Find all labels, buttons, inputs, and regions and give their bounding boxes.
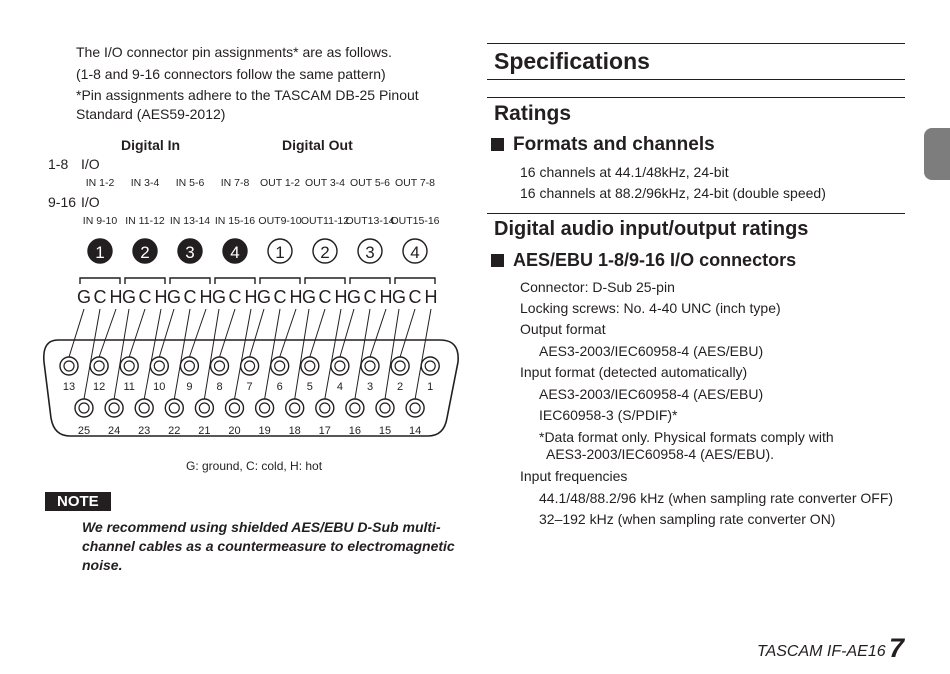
pin-number: 17 xyxy=(318,425,331,437)
row2-io: I/O xyxy=(81,194,100,210)
pin-inner xyxy=(199,403,209,413)
pin-inner xyxy=(290,403,300,413)
pin-lead xyxy=(69,309,84,357)
pin-number: 7 xyxy=(246,381,253,393)
dsub-pins xyxy=(60,357,439,437)
channel-number: 4 xyxy=(230,243,240,262)
gch-letter: H xyxy=(424,287,438,307)
channel-bracket xyxy=(395,278,435,284)
row2-channel-label: OUT11-12 xyxy=(300,215,350,227)
formats-line-1: 16 channels at 44.1/48kHz, 24-bit xyxy=(520,164,729,180)
page-number: 7 xyxy=(889,633,905,663)
pin-outer xyxy=(271,357,289,375)
gch-letter: G xyxy=(301,287,317,307)
channel-number: 1 xyxy=(95,243,105,262)
pin-inner xyxy=(260,403,270,413)
ratings-heading: Ratings xyxy=(494,102,572,125)
channel-number: 3 xyxy=(365,243,375,262)
pin-inner xyxy=(94,361,104,371)
row1-label: 1-8 xyxy=(48,156,69,172)
gch-letter: C xyxy=(273,287,287,307)
pin-outer xyxy=(361,357,379,375)
pin-number: 14 xyxy=(408,425,422,437)
pin-outer xyxy=(346,399,364,417)
chapter-tab xyxy=(924,128,950,180)
pin-lead xyxy=(159,309,174,357)
pin-outer xyxy=(120,357,138,375)
row1-channel-label: OUT 7-8 xyxy=(394,177,436,189)
digital-heading: Digital audio input/output ratings xyxy=(494,218,809,240)
gch-letter: H xyxy=(109,287,123,307)
pin-number: 13 xyxy=(62,381,76,393)
pin-number: 12 xyxy=(92,381,106,393)
footer-brand: TASCAM IF-AE16 xyxy=(757,643,886,660)
square-bullet-icon xyxy=(491,138,504,151)
pin-lead xyxy=(250,309,264,357)
gch-letter: C xyxy=(138,287,152,307)
intro-line-2: (1-8 and 9-16 connectors follow the same pattern) xyxy=(76,66,386,82)
locking-line: Locking screws: No. 4-40 UNC (inch type) xyxy=(520,300,781,316)
gch-letter: H xyxy=(199,287,213,307)
row2-channel-label: OUT9-10 xyxy=(258,215,302,227)
pin-outer xyxy=(105,399,123,417)
pin-outer xyxy=(406,399,424,417)
input-note-2: AES3-2003/IEC60958-4 (AES/EBU). xyxy=(546,446,775,462)
input-format-value-1: AES3-2003/IEC60958-4 (AES/EBU) xyxy=(539,386,764,402)
pin-number: 24 xyxy=(107,425,121,437)
gch-letter: G xyxy=(391,287,407,307)
gch-letters xyxy=(77,287,438,307)
pin-number: 6 xyxy=(276,381,283,393)
channel-bracket xyxy=(80,278,120,284)
pin-outer xyxy=(226,399,244,417)
pin-outer xyxy=(256,399,274,417)
gch-letter: C xyxy=(93,287,107,307)
pin-inner xyxy=(184,361,194,371)
gch-letter: C xyxy=(318,287,332,307)
pin-outer xyxy=(75,399,93,417)
pin-inner xyxy=(109,403,119,413)
pin-outer xyxy=(165,399,183,417)
pin-inner xyxy=(305,361,315,371)
formats-heading xyxy=(491,134,715,156)
pin-lead xyxy=(340,309,354,357)
pin-outer xyxy=(376,399,394,417)
pin-lead xyxy=(99,309,116,357)
rule-digital xyxy=(487,213,905,214)
pin-number: 4 xyxy=(336,381,343,393)
pin-number: 25 xyxy=(77,425,91,437)
row1-channel-label: IN 7-8 xyxy=(220,177,250,189)
rule-top xyxy=(487,43,905,44)
pin-lead xyxy=(400,309,415,357)
row2-label: 9-16 xyxy=(48,194,77,210)
channel-number: 4 xyxy=(410,243,420,262)
channel-number: 1 xyxy=(275,243,285,262)
row2-channel-label: OUT13-14 xyxy=(345,215,395,227)
pin-outer xyxy=(286,399,304,417)
pin-outer xyxy=(60,357,78,375)
pin-number: 22 xyxy=(168,425,181,437)
note-label: NOTE xyxy=(45,492,111,511)
pin-inner xyxy=(425,361,435,371)
pin-number: 11 xyxy=(123,381,135,393)
pin-inner xyxy=(410,403,420,413)
pin-lead xyxy=(129,309,145,357)
pin-inner xyxy=(245,361,255,371)
channel-number: 2 xyxy=(320,243,330,262)
pin-outer xyxy=(180,357,198,375)
pin-number: 9 xyxy=(186,381,193,393)
pin-inner xyxy=(79,403,89,413)
pin-inner xyxy=(169,403,179,413)
pin-inner xyxy=(335,361,345,371)
channel-bracket xyxy=(215,278,255,284)
row2-channel-label: IN 15-16 xyxy=(214,215,256,227)
pin-outer xyxy=(90,357,108,375)
row1-channel-label: OUT 3-4 xyxy=(304,177,346,189)
pin-inner xyxy=(275,361,285,371)
row1-channel-label: IN 5-6 xyxy=(175,177,205,189)
pin-number: 16 xyxy=(348,425,362,437)
formats-heading-text: Formats and channels xyxy=(513,134,715,155)
aes-heading xyxy=(491,250,796,271)
row2-channel-labels xyxy=(83,215,440,227)
gch-letter: G xyxy=(76,287,92,307)
channel-number: 3 xyxy=(185,243,195,262)
row1-channel-label: IN 3-4 xyxy=(130,177,160,189)
pin-outer xyxy=(195,399,213,417)
row2-channel-label: IN 9-10 xyxy=(82,215,118,227)
row2-channel-label: IN 13-14 xyxy=(169,215,211,227)
pin-number: 20 xyxy=(228,425,241,437)
rule-under-title xyxy=(487,79,905,80)
pin-number: 5 xyxy=(306,381,313,393)
connector-line: Connector: D-Sub 25-pin xyxy=(520,279,675,295)
gch-letter: H xyxy=(379,287,393,307)
pin-outer xyxy=(211,357,229,375)
row1-channel-label: OUT 1-2 xyxy=(259,177,301,189)
gch-letter: G xyxy=(346,287,362,307)
pin-inner xyxy=(320,403,330,413)
row2-channel-label: OUT15-16 xyxy=(390,215,440,227)
pin-number: 21 xyxy=(198,425,211,437)
pin-outer xyxy=(421,357,439,375)
channel-bracket xyxy=(260,278,300,284)
input-frequencies-1: 44.1/48/88.2/96 kHz (when sampling rate converter OFF) xyxy=(539,490,894,506)
gch-letter: H xyxy=(334,287,348,307)
pin-number: 3 xyxy=(366,381,374,393)
input-frequencies-2: 32–192 kHz (when sampling rate converter ON) xyxy=(539,511,836,527)
pin-outer xyxy=(150,357,168,375)
aes-heading-text: AES/EBU 1-8/9-16 I/O connectors xyxy=(513,250,797,270)
gch-letter: C xyxy=(363,287,377,307)
pin-inner xyxy=(395,361,405,371)
pin-inner xyxy=(64,361,74,371)
pin-inner xyxy=(380,403,390,413)
digital-out-heading: Digital Out xyxy=(282,137,353,153)
pin-outer xyxy=(331,357,349,375)
pin-inner xyxy=(215,361,225,371)
pin-inner xyxy=(154,361,164,371)
output-format-label: Output format xyxy=(520,321,606,337)
row1-channel-label: IN 1-2 xyxy=(85,177,115,189)
pin-lead xyxy=(189,309,206,357)
input-note-1: *Data format only. Physical formats comply with xyxy=(539,429,834,445)
pin-outer xyxy=(301,357,319,375)
channel-bracket xyxy=(170,278,210,284)
pin-number: 18 xyxy=(288,425,301,437)
intro-line-4: Standard (AES59-2012) xyxy=(76,106,226,122)
row2-channel-label: IN 11-12 xyxy=(125,215,165,227)
intro-line-3: *Pin assignments adhere to the TASCAM DB-25 Pinout xyxy=(76,87,419,103)
channel-number: 2 xyxy=(140,243,150,262)
input-format-value-2: IEC60958-3 (S/PDIF)* xyxy=(539,407,678,423)
pin-inner xyxy=(230,403,240,413)
pin-outer xyxy=(241,357,259,375)
row1-io: I/O xyxy=(81,156,100,172)
channel-bracket xyxy=(125,278,165,284)
pin-number: 1 xyxy=(427,381,434,393)
row1-channel-labels xyxy=(86,177,435,189)
pinout-diagram xyxy=(0,0,470,480)
pin-outer xyxy=(135,399,153,417)
digital-in-heading: Digital In xyxy=(121,137,181,153)
note-text: We recommend using shielded AES/EBU D-Sub multi-channel cables as a countermeasure to electromagnetic noise. xyxy=(82,519,455,573)
pin-inner xyxy=(124,361,134,371)
input-format-label: Input format (detected automatically) xyxy=(520,364,748,380)
pin-number: 15 xyxy=(378,425,392,437)
gch-letter: G xyxy=(166,287,182,307)
pin-number: 19 xyxy=(258,425,271,437)
gch-letter: H xyxy=(244,287,258,307)
gch-letter: G xyxy=(256,287,272,307)
gch-letter: H xyxy=(154,287,168,307)
pin-inner xyxy=(350,403,360,413)
gch-letter: G xyxy=(211,287,227,307)
row1-channel-label: OUT 5-6 xyxy=(349,177,391,189)
channel-bracket xyxy=(305,278,345,284)
output-format-value: AES3-2003/IEC60958-4 (AES/EBU) xyxy=(539,343,764,359)
pin-lead xyxy=(220,309,236,357)
pin-lead xyxy=(310,309,325,357)
rule-ratings xyxy=(487,97,905,98)
intro-line-1: The I/O connector pin assignments* are as follows. xyxy=(76,44,392,60)
channel-brackets xyxy=(80,278,435,284)
gch-letter: G xyxy=(121,287,137,307)
input-frequencies-label: Input frequencies xyxy=(520,468,628,484)
gch-letter: C xyxy=(408,287,422,307)
gch-letter: C xyxy=(228,287,242,307)
gch-letter: C xyxy=(183,287,197,307)
channel-number-circles xyxy=(88,239,427,263)
specifications-title: Specifications xyxy=(494,48,650,74)
pin-number: 23 xyxy=(138,425,151,437)
pin-outer xyxy=(316,399,334,417)
square-bullet-icon xyxy=(491,254,504,267)
pin-lead xyxy=(370,309,386,357)
pin-lead xyxy=(280,309,296,357)
pin-number: 8 xyxy=(216,381,223,393)
formats-line-2: 16 channels at 88.2/96kHz, 24-bit (double speed) xyxy=(520,185,826,201)
pin-number: 10 xyxy=(153,381,166,393)
gch-letter: H xyxy=(289,287,303,307)
channel-bracket xyxy=(350,278,390,284)
pin-inner xyxy=(365,361,375,371)
pin-number: 2 xyxy=(397,381,404,393)
pin-legend: G: ground, C: cold, H: hot xyxy=(186,459,323,473)
pin-outer xyxy=(391,357,409,375)
pin-inner xyxy=(139,403,149,413)
